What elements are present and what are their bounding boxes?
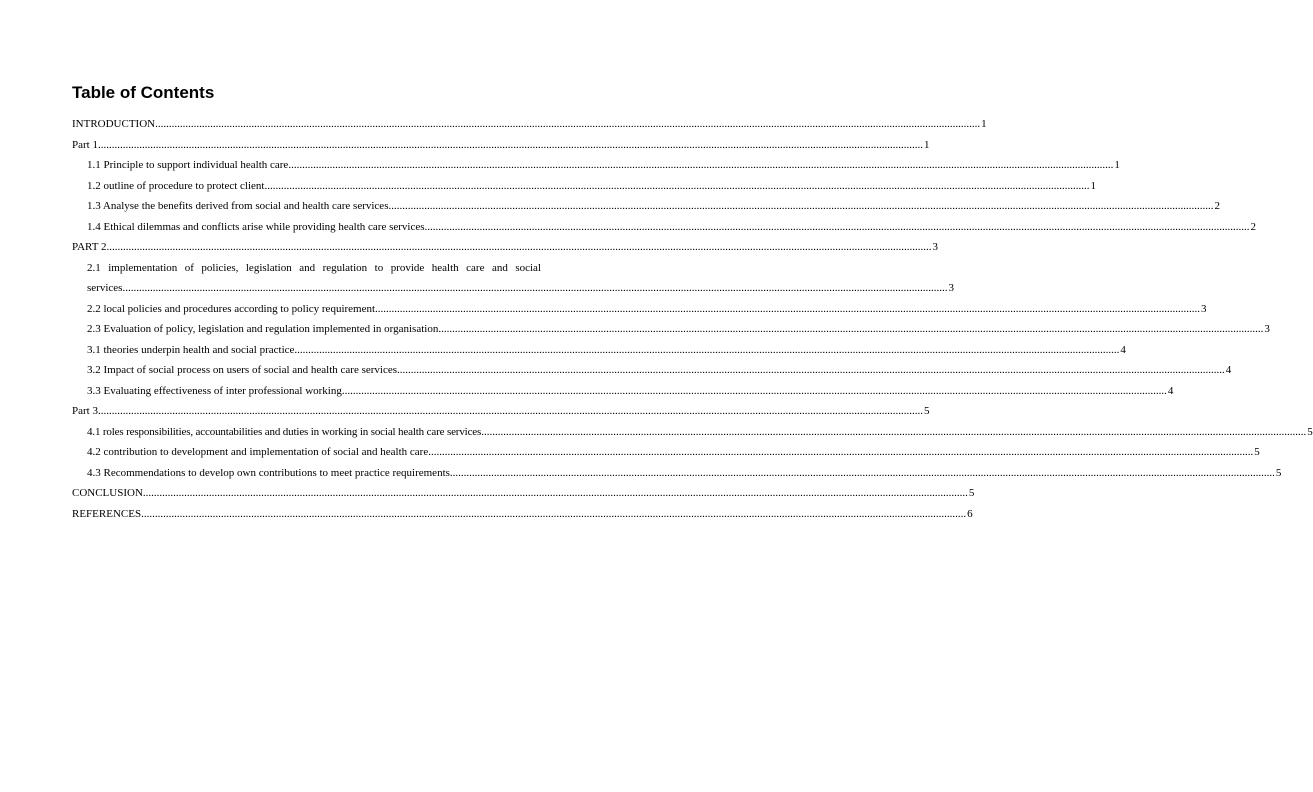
toc-page-number: 2 bbox=[1250, 217, 1257, 238]
dot-leader: ............................................................................................................................................................................................................................................................................................................ bbox=[449, 466, 1275, 479]
toc-entry-1-3[interactable] bbox=[87, 196, 1220, 217]
toc-entry-text: 3.2 Impact of social process on users of social and health care services. bbox=[87, 360, 400, 381]
dot-leader: ............................................................................................................................................................................................................................................................................................................ bbox=[428, 446, 1254, 458]
dot-leader: ............................................................................................................................................................................................................................................................................................................ bbox=[399, 364, 1225, 376]
toc-entry-3-1[interactable] bbox=[87, 340, 1126, 361]
toc-entry-1-2[interactable] bbox=[87, 176, 1096, 197]
toc-entry-text: 3.3 Evaluating effectiveness of inter professional working bbox=[87, 381, 342, 402]
toc-entry-text: 1.2 outline of procedure to protect client bbox=[87, 176, 264, 197]
toc-entry-text: Part 3 bbox=[72, 401, 98, 422]
toc-page-number: 1 bbox=[1113, 155, 1120, 176]
toc-entry-text: 1.4 Ethical dilemmas and conflicts arise while providing health care services bbox=[87, 217, 425, 238]
dot-leader: ............................................................................................................................................................................................................................................................................................................ bbox=[481, 425, 1307, 438]
toc-page-number: 3 bbox=[1263, 319, 1270, 340]
toc-page-number: 5 bbox=[1253, 442, 1260, 463]
dot-leader: ............................................................................................................................................................................................................................................................................................................ bbox=[294, 343, 1120, 356]
dot-leader: ............................................................................................................................................................................................................................................................................................................ bbox=[341, 384, 1167, 397]
toc-entry-2-1[interactable] bbox=[87, 258, 954, 299]
toc-page-number: 3 bbox=[1200, 299, 1207, 320]
toc-entry-1-1[interactable] bbox=[87, 155, 1120, 176]
toc-page-number: 3 bbox=[932, 237, 939, 258]
toc-entry-text: 2.1 implementation of policies, legislation and regulation to provide health care and social bbox=[87, 261, 541, 274]
toc-entry-part-1[interactable] bbox=[72, 135, 930, 156]
toc-entry-text: PART 2 bbox=[72, 237, 107, 258]
toc-entry-text: 1.1 Principle to support individual health care bbox=[87, 155, 288, 176]
toc-entry-text: 4.1 roles responsibilities, accountabilities and duties in working in social health care services bbox=[87, 422, 481, 443]
toc-entry-references[interactable] bbox=[72, 504, 973, 525]
toc-entry-text-continued: services bbox=[87, 278, 122, 299]
toc-page-number: 4 bbox=[1225, 360, 1232, 381]
toc-page-number: 1 bbox=[980, 114, 987, 135]
toc-page-number: 5 bbox=[968, 483, 975, 504]
toc-entry-text: Part 1 bbox=[72, 135, 98, 156]
page-title: Table of Contents bbox=[72, 83, 215, 102]
dot-leader: ............................................................................................................................................................................................................................................................................................................ bbox=[97, 405, 923, 417]
toc-entry-2-2[interactable] bbox=[87, 299, 1207, 320]
toc-page-number: 1 bbox=[923, 135, 930, 156]
toc-page-number: 4 bbox=[1167, 381, 1174, 402]
toc-entry-text: CONCLUSION bbox=[72, 483, 143, 504]
toc-entry-text: 1.3 Analyse the benefits derived from social and health care services bbox=[87, 196, 388, 217]
toc-entry-text: REFERENCES bbox=[72, 504, 141, 525]
dot-leader: ............................................................................................................................................................................................................................................................................................................ bbox=[424, 220, 1250, 233]
toc-entry-text: 2.2 local policies and procedures according to policy requirement bbox=[87, 299, 375, 320]
toc-entry-4-1[interactable] bbox=[87, 422, 1313, 443]
toc-entry-4-3[interactable] bbox=[87, 463, 1282, 484]
toc-entry-text: 4.3 Recommendations to develop own contributions to meet practice requirements bbox=[87, 463, 450, 484]
toc-page-number: 4 bbox=[1119, 340, 1126, 361]
toc-entry-text: 2.3 Evaluation of policy, legislation and regulation implemented in organisation bbox=[87, 319, 438, 340]
toc-entry-part-3[interactable] bbox=[72, 401, 930, 422]
dot-leader: ............................................................................................................................................................................................................................................................................................................ bbox=[141, 507, 967, 520]
dot-leader: ............................................................................................................................................................................................................................................................................................................ bbox=[97, 138, 923, 151]
toc-page-number: 5 bbox=[923, 401, 930, 422]
toc-entry-4-2[interactable] bbox=[87, 442, 1260, 463]
toc-entry-part-2[interactable] bbox=[72, 237, 938, 258]
toc-entry-text: 4.2 contribution to development and implementation of social and health care bbox=[87, 442, 428, 463]
toc-page-number: 5 bbox=[1275, 463, 1282, 484]
toc-page-number: 1 bbox=[1089, 176, 1096, 197]
toc-entry-1-4[interactable] bbox=[87, 217, 1257, 238]
dot-leader: ............................................................................................................................................................................................................................................................................................................ bbox=[106, 241, 932, 253]
dot-leader: ............................................................................................................................................................................................................................................................................................................ bbox=[438, 323, 1264, 335]
toc-page-number: 6 bbox=[966, 504, 973, 525]
toc-entry-text: INTRODUCTION bbox=[72, 114, 155, 135]
toc-entry-text: 3.1 theories underpin health and social practice bbox=[87, 340, 294, 361]
dot-leader: ............................................................................................................................................................................................................................................................................................................ bbox=[375, 302, 1201, 315]
toc-entry-conclusion[interactable] bbox=[72, 483, 975, 504]
toc-entry-2-3[interactable] bbox=[87, 319, 1270, 340]
dot-leader: ............................................................................................................................................................................................................................................................................................................ bbox=[264, 179, 1090, 192]
toc-entry-3-3[interactable] bbox=[87, 381, 1174, 402]
table-of-contents bbox=[72, 114, 1313, 524]
dot-leader: ............................................................................................................................................................................................................................................................................................................ bbox=[288, 159, 1114, 171]
dot-leader: ............................................................................................................................................................................................................................................................................................................ bbox=[122, 282, 948, 294]
dot-leader: ............................................................................................................................................................................................................................................................................................................ bbox=[388, 200, 1214, 212]
toc-entry-introduction[interactable] bbox=[72, 114, 987, 135]
toc-page-number: 2 bbox=[1213, 196, 1220, 217]
toc-page-number: 5 bbox=[1306, 422, 1313, 443]
toc-page-number: 3 bbox=[947, 278, 954, 299]
toc-entry-3-2[interactable] bbox=[87, 360, 1232, 381]
dot-leader: ............................................................................................................................................................................................................................................................................................................ bbox=[142, 487, 968, 499]
dot-leader: ............................................................................................................................................................................................................................................................................................................ bbox=[155, 118, 981, 130]
